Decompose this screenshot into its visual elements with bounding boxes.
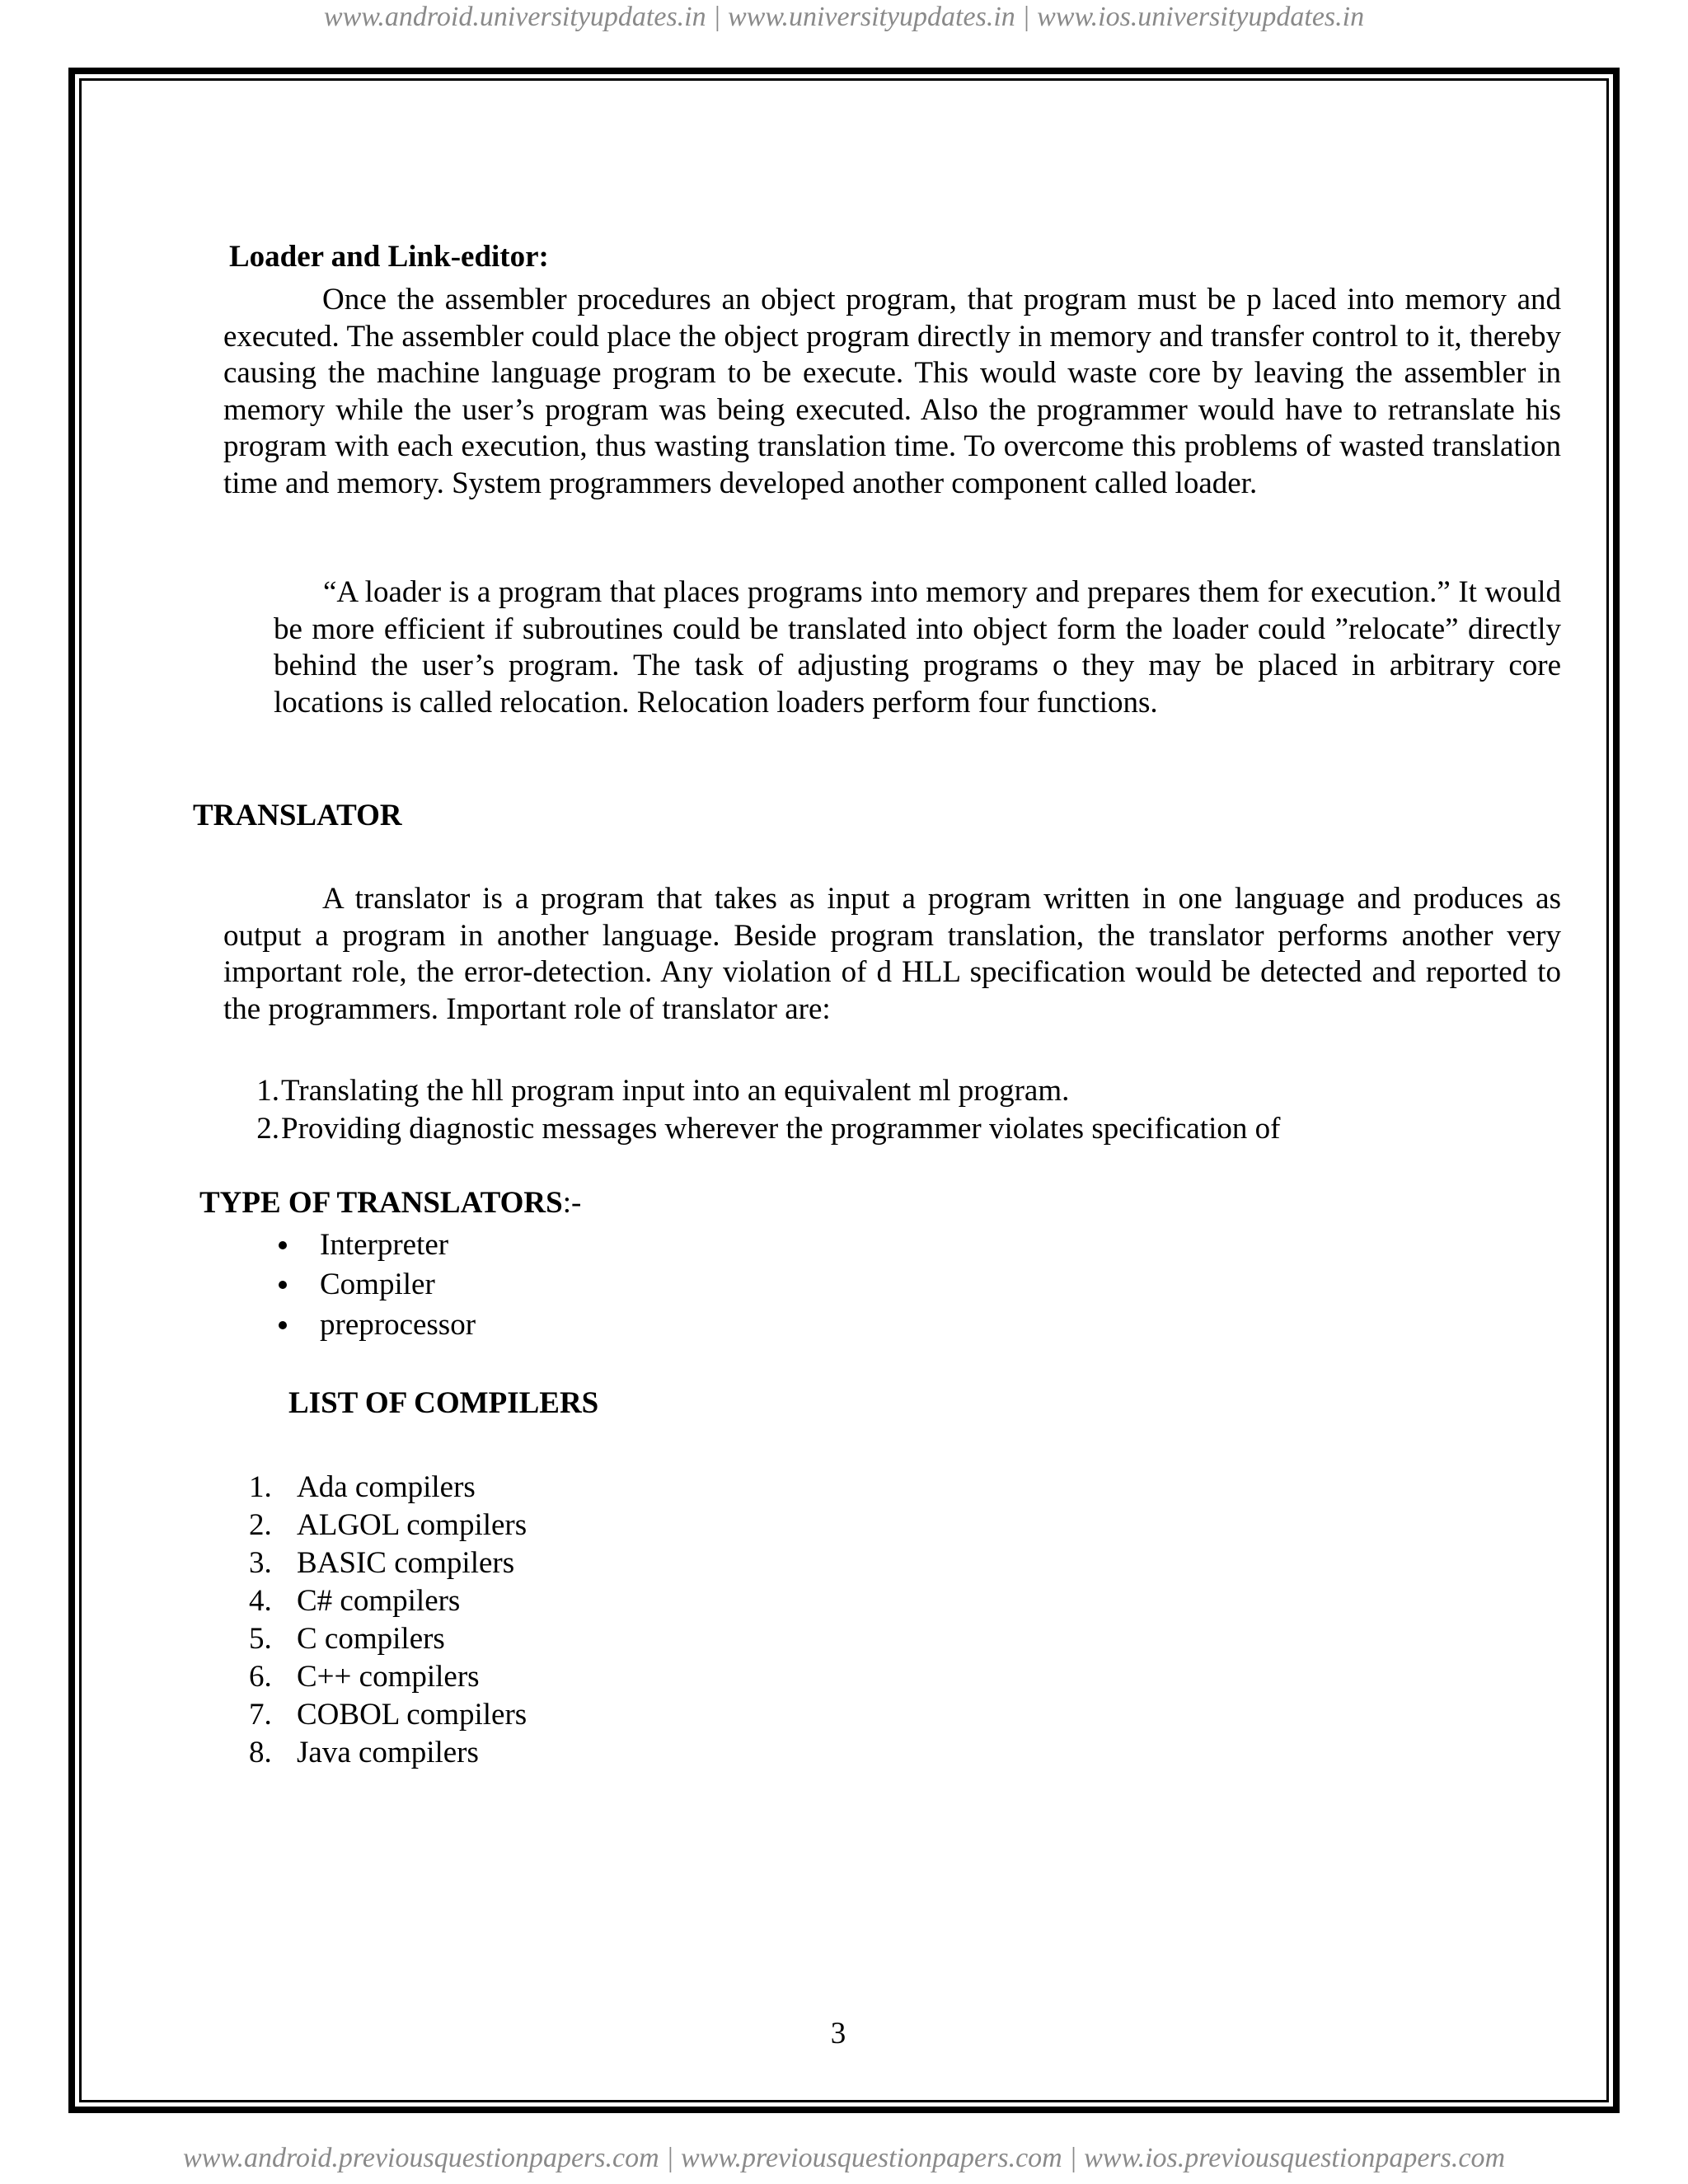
list-item-text: Java compilers (297, 1736, 479, 1769)
list-item-text: Interpreter (320, 1228, 449, 1262)
list-item-text: C++ compilers (297, 1660, 480, 1694)
list-item-text: Ada compilers (297, 1470, 476, 1504)
compilers-heading: LIST OF COMPILERS (288, 1386, 599, 1420)
loader-paragraph-2: “A loader is a program that places programs into memory and prepares them for execution.” It would be more efficient if subroutines could be translated into object form the loader could ”relocate” directly behind the user’s program. The task of adjusting programs o they may be placed in arbitrary core locations is called relocation. Relocation loaders perform four functions. (274, 575, 1561, 719)
list-item-text: C compilers (297, 1622, 445, 1656)
list-item-number: 8. (249, 1736, 272, 1769)
list-item-number: 2. (256, 1112, 279, 1146)
list-item (249, 1734, 479, 1772)
list-item (249, 1658, 480, 1696)
page-number: 3 (830, 2017, 846, 2050)
list-item (204, 1111, 1280, 1147)
list-item-text: Compiler (320, 1268, 435, 1301)
list-item (249, 1507, 527, 1544)
translator-heading: TRANSLATOR (193, 799, 402, 832)
list-item (249, 1469, 476, 1507)
types-heading-label: TYPE OF TRANSLATORS (199, 1186, 563, 1220)
list-item (249, 1544, 514, 1582)
list-item-text: C# compilers (297, 1584, 461, 1618)
list-item-number: 3. (249, 1546, 272, 1580)
list-item (249, 1582, 460, 1620)
list-item (204, 1073, 1069, 1109)
types-heading-suffix: :- (562, 1186, 582, 1220)
watermark-top: www.android.universityupdates.in | www.universityupdates.in | www.ios.universityupdates.in (323, 2, 1365, 32)
loader-heading: Loader and Link-editor: (229, 240, 549, 274)
list-item (249, 1696, 527, 1734)
list-item (279, 1307, 476, 1343)
list-item-number: 1. (256, 1074, 279, 1108)
list-item-text: COBOL compilers (297, 1698, 528, 1732)
list-item (279, 1267, 435, 1303)
list-item-text: ALGOL compilers (297, 1508, 528, 1542)
bullet-icon (279, 1321, 287, 1329)
list-item-text: Providing diagnostic messages wherever the programmer violates specification of (281, 1112, 1281, 1146)
list-item (279, 1227, 448, 1263)
list-item-text: BASIC compilers (297, 1546, 515, 1580)
bullet-icon (279, 1281, 287, 1289)
list-item-number: 7. (249, 1698, 272, 1732)
list-item-text: preprocessor (320, 1308, 476, 1342)
list-item (249, 1620, 445, 1658)
list-item-number: 5. (249, 1622, 272, 1656)
list-item-number: 6. (249, 1660, 272, 1694)
list-item-text: Translating the hll program input into an equivalent ml program. (281, 1074, 1070, 1108)
list-item-number: 1. (249, 1470, 272, 1504)
list-item-number: 2. (249, 1508, 272, 1542)
translator-paragraph: A translator is a program that takes as input a program written in one language and produces as output a program in another language. Beside program translation, the translator performs another very important role, the error-detection. Any violation of d HLL specification would be detected and reported to the programmers. Important role of translator are: (223, 882, 1561, 1026)
watermark-bottom: www.android.previousquestionpapers.com | www.previousquestionpapers.com | www.ios.previousquestionpapers.com (182, 2143, 1506, 2173)
bullet-icon (279, 1241, 287, 1249)
loader-paragraph-1: Once the assembler procedures an object program, that program must be p laced into memory and executed. The assembler could place the object program directly in memory and transfer control to it, thereby causing the machine language program to be execute. This would waste core by leaving the assembler in memory while the user’s program was being executed. Also the programmer would have to retranslate his program with each execution, thus wasting translation time. To overcome this problems of wasted translation time and memory. System programmers developed another component called loader. (223, 283, 1561, 500)
list-item-number: 4. (249, 1584, 272, 1618)
types-heading (199, 1185, 581, 1222)
